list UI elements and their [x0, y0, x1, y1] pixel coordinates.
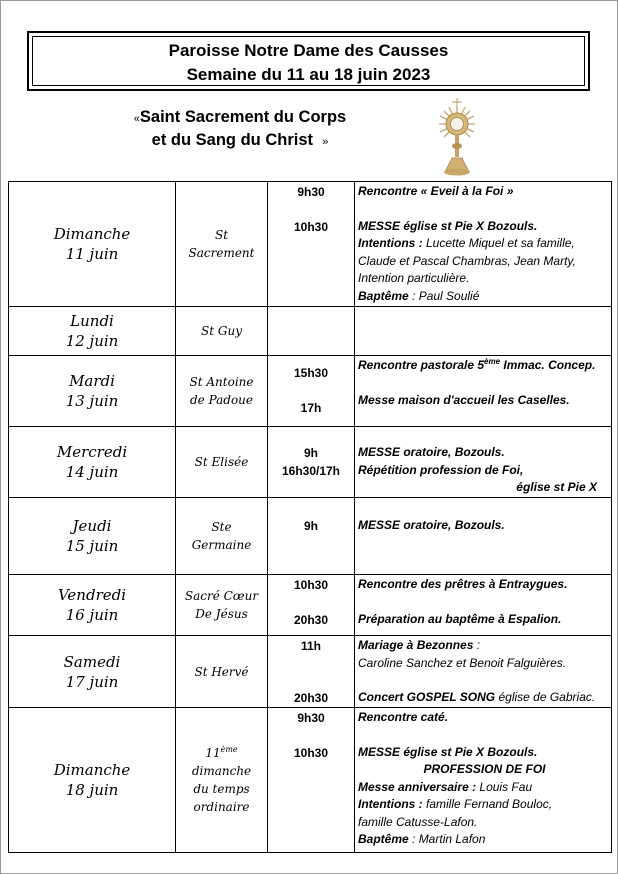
feast-line-1-text: Saint Sacrement du Corps: [139, 108, 347, 126]
event-anniversaire: [355, 779, 611, 797]
time: 9h30: [297, 711, 325, 725]
event-intentions: [355, 796, 611, 814]
saint-line: [176, 744, 267, 762]
event-label: Concert GOSPEL SONG: [358, 690, 496, 704]
time-cell: [268, 636, 355, 708]
saint-cell: [176, 575, 268, 636]
event-text: église de Gabriac.: [495, 690, 596, 704]
day-date: 18 juin: [65, 781, 119, 799]
table-row: [9, 498, 612, 575]
close-quote: »: [322, 136, 329, 148]
saint-line: Ste: [211, 520, 232, 534]
parish-name: Paroisse Notre Dame des Causses: [168, 41, 449, 60]
saint-line: Germaine: [191, 538, 252, 552]
saint-line: dimanche: [191, 764, 252, 778]
event-bapteme: [355, 831, 611, 849]
time: 20h30: [293, 613, 329, 627]
day-date: 13 juin: [65, 392, 119, 410]
time: 10h30: [293, 220, 329, 234]
event-cell: [355, 356, 612, 427]
saint-line: ordinaire: [193, 800, 250, 814]
day-cell: [9, 498, 176, 575]
saint-line: de Padoue: [189, 393, 254, 407]
day-name: Mardi: [69, 372, 115, 390]
weekly-schedule-table: [8, 181, 612, 853]
day-cell: [9, 575, 176, 636]
saint-line: St Elisée: [194, 455, 249, 469]
anniversaire-text: Louis Fau: [476, 779, 533, 794]
event: PROFESSION DE FOI: [423, 762, 546, 776]
time-cell: [268, 182, 355, 307]
day-name: Mercredi: [56, 443, 128, 461]
superscript: ème: [220, 745, 238, 754]
day-date: 15 juin: [65, 537, 119, 555]
day-cell: [9, 427, 176, 498]
bapteme-text: : Martin Lafon: [408, 832, 486, 846]
time-cell: [268, 575, 355, 636]
time-cell: [268, 427, 355, 498]
saint-cell: [176, 498, 268, 575]
table-row: [9, 307, 612, 356]
time: 10h30: [293, 746, 329, 760]
day-name: Vendredi: [57, 586, 127, 604]
monstrance-icon: [432, 96, 482, 178]
time: 9h30: [297, 185, 325, 199]
title-inner-border: [32, 36, 585, 86]
event: Rencontre caté.: [358, 710, 449, 724]
time: 20h30: [293, 691, 329, 705]
day-name: Jeudi: [72, 517, 112, 535]
table-row: [9, 575, 612, 636]
day-cell: [9, 636, 176, 708]
feast-line-2: [152, 131, 329, 149]
table-row: [9, 708, 612, 853]
title-box: [27, 31, 590, 91]
time: 9h: [303, 519, 318, 533]
bapteme-text: : Paul Soulié: [408, 288, 480, 303]
event: Préparation au baptême à Espalion.: [358, 611, 562, 626]
ordinal-number: 11: [205, 746, 221, 760]
event-cell: [355, 182, 612, 307]
event: MESSE oratoire, Bozouls.: [358, 518, 505, 532]
event: Rencontre « Eveil à la Foi »: [358, 184, 514, 198]
time: 16h30/17h: [281, 464, 341, 478]
day-name: Samedi: [63, 652, 121, 671]
event: Répétition profession de Foi,: [358, 462, 524, 477]
feast-title: [100, 107, 380, 153]
day-cell: [9, 708, 176, 853]
saint-cell: [176, 182, 268, 307]
saint-cell: [176, 356, 268, 427]
time: 17h: [300, 401, 322, 415]
bapteme-label: Baptême: [358, 288, 409, 303]
event-bapteme: [355, 288, 611, 306]
event: MESSE église st Pie X Bozouls.: [358, 218, 538, 233]
table-row: [9, 427, 612, 498]
day-date: 12 juin: [65, 332, 119, 350]
event: Messe maison d'accueil les Caselles.: [358, 392, 570, 407]
intentions-label: Intentions :: [358, 797, 423, 811]
saint-line: De Jésus: [195, 607, 248, 621]
anniversaire-label: Messe anniversaire :: [358, 779, 477, 794]
saint-cell: [176, 636, 268, 708]
saint-line: St: [214, 228, 229, 242]
day-date: 14 juin: [65, 463, 119, 481]
intentions-text: famille Fernand Bouloc,: [422, 797, 553, 811]
day-date: 16 juin: [65, 606, 119, 624]
saint-line: Sacrement: [188, 246, 255, 260]
feast-line-2-text: et du Sang du Christ: [151, 131, 314, 149]
event: [355, 689, 611, 707]
table-row: [9, 182, 612, 307]
saint-line: St Antoine: [189, 375, 254, 389]
event-detail: Caroline Sanchez et Benoit Falguières.: [358, 655, 567, 670]
event-cell: [355, 307, 612, 356]
event: [355, 637, 611, 655]
day-date: 11 juin: [65, 245, 119, 263]
time-cell: [268, 498, 355, 575]
event: église st Pie X: [516, 480, 597, 494]
saint-line: St Guy: [201, 324, 242, 338]
event-cell: [355, 427, 612, 498]
event-intentions-cont: Intention particulière.: [358, 271, 470, 285]
week-range: Semaine du 11 au 18 juin 2023: [186, 65, 431, 84]
event-cell: [355, 575, 612, 636]
day-date: 17 juin: [65, 672, 119, 691]
feast-line-1: [134, 108, 346, 126]
saint-line: St Hervé: [194, 664, 249, 679]
saint-cell: [176, 307, 268, 356]
saint-cell: [176, 708, 268, 853]
saint-line: Sacré Cœur: [184, 589, 259, 603]
event-intentions-cont: Claude et Pascal Chambras, Jean Marty,: [358, 253, 576, 268]
day-name: Dimanche: [53, 761, 131, 779]
day-cell: [9, 182, 176, 307]
day-cell: [9, 307, 176, 356]
event: [355, 357, 611, 375]
time: 10h30: [293, 578, 329, 592]
time: 15h30: [293, 366, 329, 380]
event: MESSE église st Pie X Bozouls.: [358, 744, 538, 759]
event-cell: [355, 636, 612, 708]
superscript: ème: [484, 357, 501, 366]
time-cell: [268, 356, 355, 427]
saint-cell: [176, 427, 268, 498]
event-cell: [355, 708, 612, 853]
time-cell: [268, 307, 355, 356]
time: 9h: [303, 446, 318, 460]
event-cell: [355, 498, 612, 575]
event-text: Immac. Concep.: [500, 358, 596, 372]
event-text: Rencontre pastorale 5: [358, 358, 485, 372]
day-name: Lundi: [70, 312, 114, 330]
event-label: Mariage à Bezonnes: [358, 638, 474, 652]
intentions-text: Lucette Miquel et sa famille,: [422, 236, 575, 250]
time-cell: [268, 708, 355, 853]
time: 11h: [300, 639, 321, 653]
event-intentions: [355, 235, 611, 253]
bapteme-label: Baptême: [358, 832, 409, 846]
day-name: Dimanche: [53, 225, 131, 243]
intentions-label: Intentions :: [358, 236, 423, 250]
day-cell: [9, 356, 176, 427]
event: MESSE oratoire, Bozouls.: [358, 445, 505, 459]
event: Rencontre des prêtres à Entraygues.: [358, 577, 568, 591]
table-row: [9, 636, 612, 708]
event-text: :: [473, 638, 481, 652]
saint-line: du temps: [193, 782, 250, 796]
open-quote: «: [133, 113, 140, 125]
table-row: [9, 356, 612, 427]
event-intentions-cont: famille Catusse-Lafon.: [358, 814, 478, 829]
